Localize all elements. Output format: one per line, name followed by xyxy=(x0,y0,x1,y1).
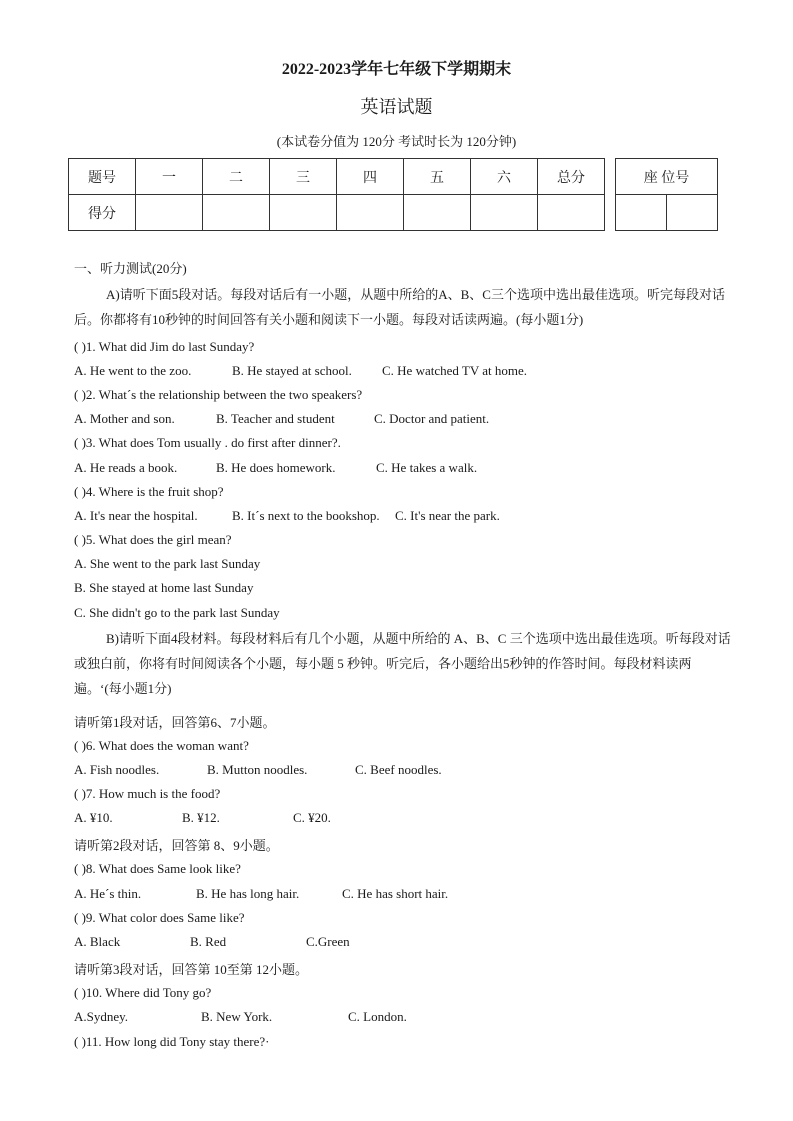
seat-label: 座 位号 xyxy=(616,159,718,195)
option-b[interactable]: B. It´s next to the bookshop. xyxy=(232,508,380,523)
option-b[interactable]: B. She stayed at home last Sunday xyxy=(74,580,254,595)
seat-table xyxy=(615,158,718,231)
score-input-cell[interactable] xyxy=(136,195,203,231)
option-c[interactable]: C. ¥20. xyxy=(293,810,331,825)
option-a[interactable]: A. She went to the park last Sunday xyxy=(74,556,261,571)
question-6: ( )6. What does the woman want? xyxy=(74,738,249,753)
option-c[interactable]: C. Doctor and patient. xyxy=(374,411,490,426)
option-c[interactable]: C.Green xyxy=(306,934,350,949)
score-input-cell[interactable] xyxy=(337,195,404,231)
option-b[interactable]: B. New York. xyxy=(201,1009,273,1024)
option-b[interactable]: B. He stayed at school. xyxy=(232,363,352,378)
dialog-2-instruction: 请听第2段对话，回答第 8、9小题。 xyxy=(74,838,279,853)
question-7: ( )7. How much is the food? xyxy=(74,786,221,801)
score-cell: 六 xyxy=(471,159,538,195)
exam-title: 2022-2023学年七年级下学期期末 xyxy=(281,61,512,78)
option-c[interactable]: C. She didn't go to the park last Sunday xyxy=(74,605,280,620)
score-input-cell[interactable] xyxy=(538,195,605,231)
score-table xyxy=(68,158,605,231)
dialog-3-instruction: 请听第3段对话，回答第 10至第 12小题。 xyxy=(74,962,309,977)
option-c[interactable]: C. Beef noodles. xyxy=(355,762,442,777)
question-2: ( )2. What´s the relationship between the two speakers? xyxy=(74,387,363,402)
option-c[interactable]: C. He has short hair. xyxy=(342,886,449,901)
part-a-instructions: A)请听下面5段对话。每段对话后有一小题，从题中所给的A、B、C三个选项中选出最佳选项。听完每段对话后。你都将有10秒钟的时间回答有关小题和阅读下一小题。每段对话读两遍。(每小题1分) xyxy=(74,287,725,327)
score-row-label: 得分 xyxy=(69,195,136,231)
score-input-cell[interactable] xyxy=(471,195,538,231)
question-5: ( )5. What does the girl mean? xyxy=(74,532,232,547)
option-b[interactable]: B. He has long hair. xyxy=(196,886,300,901)
option-b[interactable]: B. Red xyxy=(190,934,227,949)
option-b[interactable]: B. He does homework. xyxy=(216,460,336,475)
dialog-1-instruction: 请听第1段对话，回答第6、7小题。 xyxy=(74,715,276,730)
option-a[interactable]: A. It's near the hospital. xyxy=(74,508,198,523)
score-table-score-row xyxy=(69,195,605,231)
score-cell: 一 xyxy=(136,159,203,195)
exam-note: (本试卷分值为 120分 考试时长为 120分钟) xyxy=(276,134,517,149)
seat-input-cell[interactable] xyxy=(667,195,718,231)
question-9: ( )9. What color does Same like? xyxy=(74,910,245,925)
score-input-cell[interactable] xyxy=(404,195,471,231)
score-cell: 题号 xyxy=(69,159,136,195)
question-8: ( )8. What does Same look like? xyxy=(74,861,241,876)
score-cell: 总分 xyxy=(538,159,605,195)
question-4: ( )4. Where is the fruit shop? xyxy=(74,484,224,499)
seat-input-cell[interactable] xyxy=(616,195,667,231)
score-cell: 四 xyxy=(337,159,404,195)
question-1: ( )1. What did Jim do last Sunday? xyxy=(74,339,255,354)
option-a[interactable]: A.Sydney. xyxy=(74,1009,129,1024)
score-cell: 五 xyxy=(404,159,471,195)
score-cell: 三 xyxy=(270,159,337,195)
option-b[interactable]: B. ¥12. xyxy=(182,810,220,825)
option-a[interactable]: A. Mother and son. xyxy=(74,411,175,426)
option-b[interactable]: B. Teacher and student xyxy=(216,411,335,426)
question-10: ( )10. Where did Tony go? xyxy=(74,985,212,1000)
exam-subtitle: 英语试题 xyxy=(360,97,433,117)
option-a[interactable]: A. He went to the zoo. xyxy=(74,363,192,378)
option-a[interactable]: A. He´s thin. xyxy=(74,886,142,901)
score-input-cell[interactable] xyxy=(203,195,270,231)
option-a[interactable]: A. Black xyxy=(74,934,121,949)
score-table-header-row xyxy=(69,159,605,195)
option-c[interactable]: C. He takes a walk. xyxy=(376,460,478,475)
option-a[interactable]: A. Fish noodles. xyxy=(74,762,160,777)
question-3: ( )3. What does Tom usually . do first after dinner?. xyxy=(74,435,341,450)
option-b[interactable]: B. Mutton noodles. xyxy=(207,762,308,777)
option-a[interactable]: A. ¥10. xyxy=(74,810,113,825)
option-c[interactable]: C. He watched TV at home. xyxy=(382,363,528,378)
option-c[interactable]: C. London. xyxy=(348,1009,407,1024)
question-11: ( )11. How long did Tony stay there?· xyxy=(74,1034,270,1049)
part-b-instructions: B)请听下面4段材料。每段材料后有几个小题，从题中所给的 A、B、C 三个选项中选出最佳选项。听每段对话或独白前，你将有时间阅读各个小题，每小题 5 秒钟。听完后，各小题给出5秒钟的作答时间。每段材料读两遍。‘(每小题1分) xyxy=(74,631,731,696)
score-cell: 二 xyxy=(203,159,270,195)
option-c[interactable]: C. It's near the park. xyxy=(395,508,500,523)
section-heading: 一、听力测试(20分) xyxy=(74,261,187,276)
score-input-cell[interactable] xyxy=(270,195,337,231)
option-a[interactable]: A. He reads a book. xyxy=(74,460,178,475)
